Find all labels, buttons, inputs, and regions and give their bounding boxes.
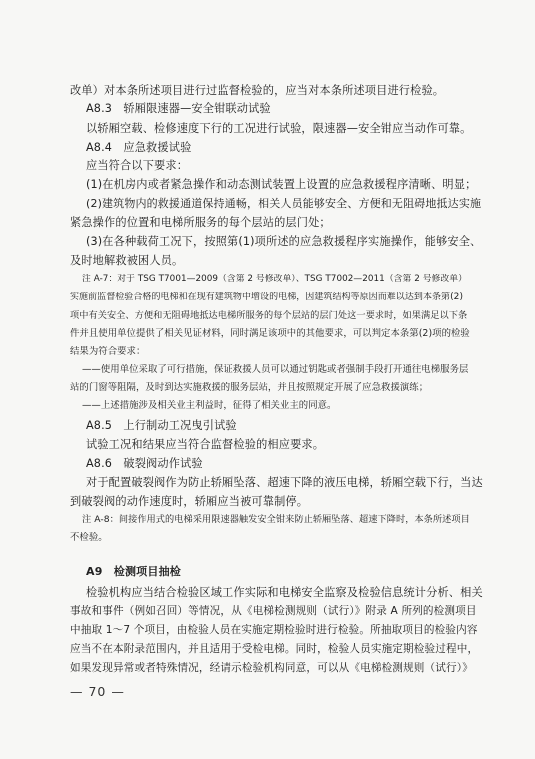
text-line: 紧急操作的位置和电梯所服务的每个层站的层门处； [70,216,331,229]
note-line: 不检验。 [70,532,108,543]
list-item: (3)在各种载荷工况下，按照第(1)项所述的应急救援程序实施操作，能够安全、 [86,235,482,248]
page-number: — 70 — [70,684,125,699]
note-line: ——上述措施涉及相关业主利益时，征得了相关业主的同意。 [82,400,337,411]
text-line: 改单）对本条所述项目进行过监督检验的，应当对本条所述项目进行检验。 [70,84,445,97]
section-heading-a8-6: A8.6 破裂阀动作试验 [86,457,203,470]
text-line: 试验工况和结果应当符合监督检验的相应要求。 [86,438,325,451]
list-item: (2)建筑物内的救援通道保持通畅，相关人员能够安全、方便和无阻碍地抵达实施 [86,197,482,210]
note-a7: 注 A-7：对于 TSG T7001—2009（含第 2 号修改单）、TSG T7002—2011（含第 2 号修改单） [82,274,467,284]
section-heading-a8-4: A8.4 应急救援试验 [86,141,192,154]
text-line: 应当不在本附录范围内，并且适用于受检电梯。同时，检验人员实施定期检验过程中， [70,643,479,655]
text-line: 对于配置破裂阀作为防止轿厢坠落、超速下降的液压电梯，轿厢空载下行，当达 [86,476,483,489]
note-line: 结果为符合要求： [70,346,146,357]
text-line: 事故和事件（例如召回）等情况，从《电梯检测规则（试行）》附录 A 所列的检测项目 [70,605,477,617]
list-item: (1)在机房内或者紧急操作和动态测试装置上设置的应急救援程序清晰、明显； [86,178,477,191]
section-heading-a8-3: A8.3 轿厢限速器—安全钳联动试验 [86,102,271,115]
section-heading-a8-5: A8.5 上行制动工况曳引试验 [86,419,237,432]
note-a8: 注 A-8：间接作用式的电梯采用限速器触发安全钳来防止轿厢坠落、超速下降时，本条所述项目 [82,514,470,525]
text-line: 到破裂阀的动作速度时，轿厢应当被可靠制停。 [70,495,309,508]
note-line: ——使用单位采取了可行措施，保证救援人员可以通过钥匙或者强制手段打开通往电梯服务层 [82,364,469,375]
note-line: 件并且使用单位提供了相关见证材料，同时满足该项中的其他要求，可以判定本条第(2)项的检验 [70,328,470,339]
text-line: 检验机构应当结合检验区域工作实际和电梯安全监察及检验信息统计分析、相关 [86,586,483,599]
text-line: 应当符合以下要求： [86,159,189,172]
section-heading-a9: A9 检测项目抽检 [86,565,181,578]
note-line: 项中有关安全、方便和无阻碍地抵达电梯所服务的每个层站的层门处这一要求时，如果满足以下条 [70,310,468,321]
note-line: 站的门窗等阻隔，及时到达实施救援的服务层站，并且按照规定开展了应急救援演练； [70,382,429,393]
text-line: 及时地解救被困人员。 [70,254,184,267]
text-line: 如果发现异常或者特殊情况，经请示检验机构同意，可以从《电梯检测规则（试行）》 [70,662,473,674]
note-line: 实施前监督检验合格的电梯和在现有建筑物中增设的电梯，因建筑结构等原因而难以达到本条第(2) [70,292,464,302]
text-line: 中抽取 1～7 个项目，由检验人员在实施定期检验时进行检验。所抽取项目的检验内容 [70,624,478,636]
text-line: 以轿厢空载、检修速度下行的工况进行试验，限速器—安全钳应当动作可靠。 [86,122,472,135]
